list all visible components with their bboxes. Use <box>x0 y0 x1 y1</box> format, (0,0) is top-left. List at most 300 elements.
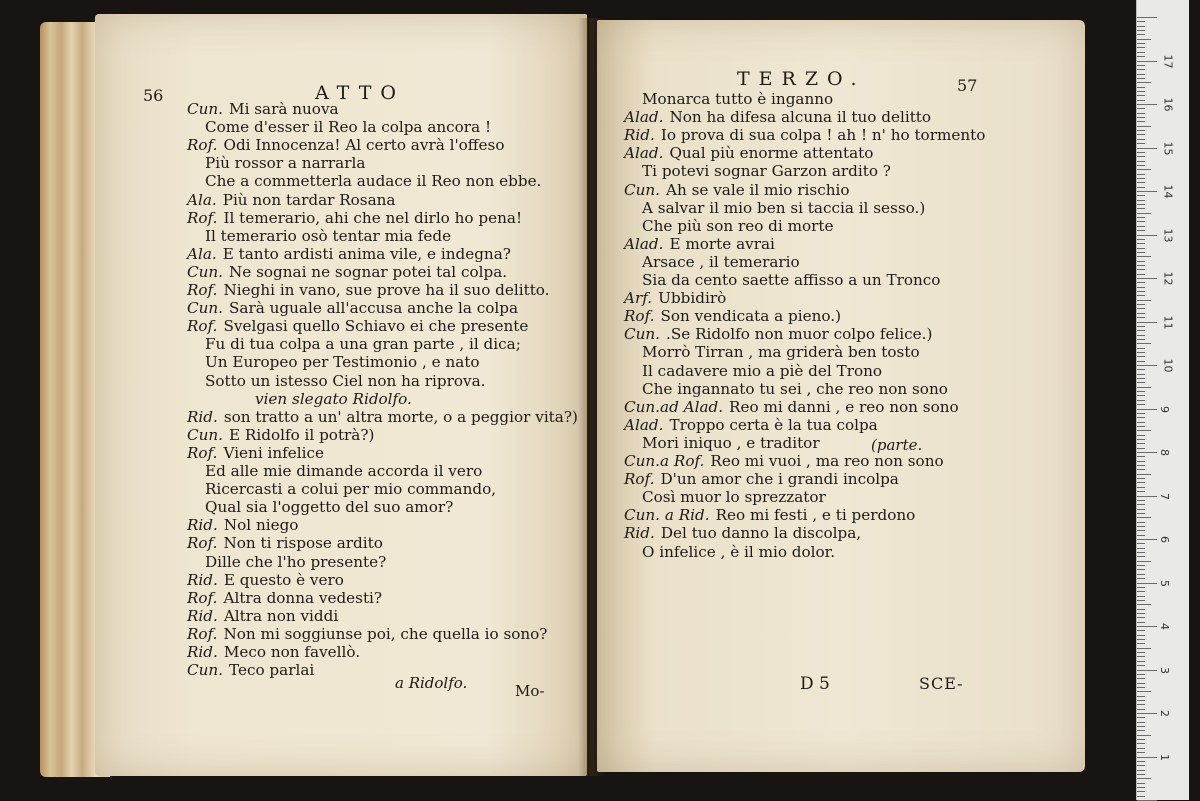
left-line <box>187 516 298 534</box>
measurement-ruler <box>1136 0 1189 800</box>
verse-text: Odi Innocenza! Al certo avrà l'offeso <box>223 136 505 155</box>
left-aside: a Ridolfo. <box>395 674 468 692</box>
ruler-tick <box>1137 256 1151 257</box>
ruler-tick <box>1137 548 1145 549</box>
speaker-label: Rof. <box>187 534 218 553</box>
ruler-tick <box>1137 169 1151 170</box>
verse-text: Più rossor a narrarla <box>205 154 366 173</box>
ruler-tick <box>1137 317 1145 318</box>
ruler-tick <box>1137 569 1145 570</box>
verse-text: E morte avrai <box>669 234 775 253</box>
ruler-tick <box>1137 752 1145 753</box>
ruler-tick <box>1137 648 1151 649</box>
ruler-tick <box>1137 100 1145 101</box>
verse-text: Qual più enorme attentato <box>669 144 874 163</box>
verse-text: Troppo certa è la tua colpa <box>669 415 878 434</box>
ruler-tick <box>1137 443 1145 444</box>
ruler-tick <box>1137 39 1151 40</box>
speaker-label: Cun. a Rid. <box>624 506 710 525</box>
speaker-label: Alad. <box>624 144 664 163</box>
ruler-tick <box>1137 356 1145 357</box>
ruler-tick <box>1137 352 1145 353</box>
speaker-label: Rof. <box>187 624 218 643</box>
verse-text: Ah se vale il mio rischio <box>666 180 850 199</box>
speaker-label: Cun. <box>187 661 224 680</box>
speaker-label: Rof. <box>187 208 218 227</box>
ruler-tick <box>1137 230 1145 231</box>
ruler-tick <box>1137 56 1145 57</box>
ruler-tick <box>1137 191 1157 192</box>
ruler-tick <box>1137 426 1145 427</box>
speaker-label: Rid. <box>187 643 218 661</box>
speaker-label: Rid. <box>624 524 655 543</box>
ruler-tick <box>1137 30 1145 31</box>
speaker-label: Cun. <box>624 325 661 344</box>
ruler-tick <box>1137 161 1145 162</box>
verse-text: Mori iniquo , e traditor <box>642 433 820 452</box>
ruler-tick <box>1137 500 1145 501</box>
ruler-tick <box>1137 130 1145 131</box>
ruler-tick <box>1137 343 1151 344</box>
verse-text: Vieni infelice <box>223 443 324 462</box>
right-line <box>642 253 800 271</box>
right-line <box>624 307 841 325</box>
ruler-tick <box>1137 461 1145 462</box>
ruler-tick <box>1137 248 1145 249</box>
ruler-tick <box>1137 261 1145 262</box>
ruler-number: 15 <box>1161 141 1175 155</box>
ruler-tick <box>1137 770 1145 771</box>
ruler-tick <box>1137 761 1145 762</box>
right-line <box>624 126 985 144</box>
speaker-label: Ala. <box>187 244 217 263</box>
ruler-tick <box>1137 335 1145 336</box>
ruler-tick <box>1137 295 1145 296</box>
right-page <box>597 20 1085 772</box>
ruler-tick <box>1137 791 1145 792</box>
speaker-label: Cun. <box>187 299 224 318</box>
ruler-tick <box>1137 739 1145 740</box>
right-exit-direction: (parte. <box>871 436 923 454</box>
verse-text: Monarca tutto è inganno <box>642 90 834 108</box>
verse-text: Che a commetterla audace il Reo non ebbe. <box>205 172 542 191</box>
right-line <box>624 470 899 488</box>
right-line <box>642 543 835 561</box>
ruler-tick <box>1137 556 1145 557</box>
ruler-tick <box>1137 722 1145 723</box>
ruler-tick <box>1137 404 1145 405</box>
ruler-tick <box>1137 704 1145 705</box>
ruler-tick <box>1137 504 1145 505</box>
left-line <box>205 154 365 172</box>
ruler-tick <box>1137 26 1145 27</box>
ruler-tick <box>1137 626 1157 627</box>
speaker-label: Cun. <box>187 425 224 444</box>
ruler-tick <box>1137 134 1145 135</box>
left-line <box>187 444 324 462</box>
ruler-tick <box>1137 208 1145 209</box>
ruler-tick <box>1137 661 1145 662</box>
left-line <box>187 426 374 444</box>
ruler-tick <box>1137 330 1145 331</box>
right-line <box>642 343 920 361</box>
ruler-tick <box>1137 348 1145 349</box>
speaker-label: Rof. <box>187 443 218 462</box>
ruler-number: 6 <box>1158 536 1171 543</box>
left-line <box>205 498 453 516</box>
ruler-tick <box>1137 204 1145 205</box>
left-line <box>205 353 480 371</box>
speaker-label: Rid. <box>187 516 218 535</box>
verse-text: Altra non viddi <box>223 606 339 625</box>
left-line <box>187 589 382 607</box>
verse-text: Ubbidirò <box>658 289 727 308</box>
verse-text: Reo mi vuoi , ma reo non sono <box>710 452 944 470</box>
speaker-label: Rid. <box>624 126 655 145</box>
verse-text: Che ingannato tu sei , che reo non sono <box>642 379 948 398</box>
right-line <box>624 235 775 253</box>
ruler-number: 8 <box>1158 449 1171 456</box>
right-page-number: 57 <box>957 76 978 95</box>
left-line <box>187 607 338 625</box>
verse-text: Non ti rispose ardito <box>223 534 383 553</box>
ruler-tick <box>1137 452 1157 453</box>
ruler-number: 5 <box>1158 579 1171 587</box>
verse-text: Morrò Tirran , ma griderà ben tosto <box>642 343 920 362</box>
ruler-tick <box>1137 235 1157 236</box>
ruler-number: 14 <box>1161 184 1175 199</box>
ruler-tick <box>1137 639 1145 640</box>
ruler-tick <box>1137 409 1157 410</box>
ruler-tick <box>1137 456 1145 457</box>
right-line <box>642 162 891 180</box>
ruler-tick <box>1137 565 1145 566</box>
verse-text: Sia da cento saette affisso a un Tronco <box>642 271 941 289</box>
ruler-tick <box>1137 474 1151 475</box>
ruler-tick <box>1137 487 1145 488</box>
verse-text: Così muor lo sprezzator <box>642 488 826 507</box>
ruler-tick <box>1137 361 1145 362</box>
ruler-tick <box>1137 178 1145 179</box>
left-line <box>187 263 507 281</box>
right-line <box>624 325 932 343</box>
left-line <box>205 480 496 498</box>
left-page <box>95 14 587 776</box>
verse-text: Non ha difesa alcuna il tuo delitto <box>669 108 932 127</box>
speaker-label: Cun.a Rof. <box>624 452 705 470</box>
ruler-tick <box>1137 509 1145 510</box>
ruler-tick <box>1137 539 1157 540</box>
speaker-label: Rid. <box>187 570 218 589</box>
verse-text: son tratto a un' altra morte, o a peggior vita?) <box>223 407 578 426</box>
ruler-tick <box>1137 578 1145 579</box>
ruler-tick <box>1137 200 1145 201</box>
ruler-tick <box>1137 517 1151 518</box>
ruler-tick <box>1137 591 1145 592</box>
ruler-tick <box>1137 65 1145 66</box>
ruler-tick <box>1137 774 1145 775</box>
right-line <box>642 434 820 452</box>
ruler-tick <box>1137 400 1145 401</box>
verse-text: Ne sognai ne sognar potei tal colpa. <box>229 262 508 281</box>
ruler-tick <box>1137 108 1145 109</box>
ruler-tick <box>1137 696 1145 697</box>
ruler-tick <box>1137 213 1151 214</box>
left-line <box>187 408 578 426</box>
ruler-tick <box>1137 435 1145 436</box>
verse-text: E tanto ardisti anima vile, e indegna? <box>222 244 511 263</box>
verse-text: Ed alle mie dimande accorda il vero <box>205 462 483 480</box>
ruler-tick <box>1137 600 1145 601</box>
ruler-number: 3 <box>1158 666 1171 674</box>
ruler-tick <box>1137 478 1145 479</box>
ruler-tick <box>1137 735 1151 736</box>
ruler-tick <box>1137 382 1145 383</box>
ruler-tick <box>1137 552 1145 553</box>
ruler-tick <box>1137 674 1145 675</box>
verse-text: Qual sia l'oggetto del suo amor? <box>205 498 454 517</box>
ruler-number: 11 <box>1161 315 1175 329</box>
ruler-tick <box>1137 678 1145 679</box>
ruler-tick <box>1137 326 1145 327</box>
ruler-tick <box>1137 491 1145 492</box>
ruler-tick <box>1137 709 1145 710</box>
ruler-tick <box>1137 439 1145 440</box>
left-line <box>187 571 344 589</box>
ruler-tick <box>1137 417 1145 418</box>
right-line <box>624 452 944 470</box>
right-line <box>624 416 878 434</box>
ruler-tick <box>1137 47 1145 48</box>
ruler-tick <box>1137 121 1145 122</box>
ruler-tick <box>1137 165 1145 166</box>
ruler-tick <box>1137 665 1145 666</box>
left-page-number: 56 <box>143 86 164 105</box>
ruler-tick <box>1137 687 1145 688</box>
right-catchword: SCE- <box>919 674 964 693</box>
right-line <box>642 362 882 380</box>
right-line <box>624 398 959 416</box>
ruler-number: 13 <box>1161 228 1175 242</box>
ruler-tick <box>1137 187 1145 188</box>
ruler-tick <box>1137 757 1157 758</box>
ruler-tick <box>1137 448 1145 449</box>
ruler-tick <box>1137 430 1151 431</box>
ruler-tick <box>1137 156 1145 157</box>
ruler-tick <box>1137 300 1151 301</box>
ruler-tick <box>1137 700 1145 701</box>
ruler-tick <box>1137 726 1145 727</box>
ruler-tick <box>1137 143 1145 144</box>
ruler-tick <box>1137 465 1145 466</box>
ruler-tick <box>1137 239 1145 240</box>
right-line <box>642 90 833 108</box>
verse-text: Sarà uguale all'accusa anche la colpa <box>229 299 519 318</box>
ruler-tick <box>1137 308 1145 309</box>
ruler-tick <box>1137 630 1145 631</box>
ruler-tick <box>1137 265 1145 266</box>
left-line <box>187 191 395 209</box>
ruler-tick <box>1137 656 1145 657</box>
ruler-tick <box>1137 182 1145 183</box>
speaker-label: Rof. <box>187 588 218 607</box>
ruler-tick <box>1137 291 1145 292</box>
ruler-tick <box>1137 252 1145 253</box>
verse-text: Il cadavere mio a piè del Trono <box>642 361 883 380</box>
speaker-label: Cun.ad Alad. <box>624 397 724 416</box>
ruler-tick <box>1137 61 1157 62</box>
right-line <box>642 380 948 398</box>
left-line <box>205 227 451 245</box>
verse-text: Del tuo danno la discolpa, <box>660 524 862 543</box>
ruler-tick <box>1137 683 1145 684</box>
stage-direction: vien slegato Ridolfo. <box>255 389 412 408</box>
verse-text: O infelice , è il mio dolor. <box>642 542 836 561</box>
ruler-tick <box>1137 221 1145 222</box>
left-line <box>205 553 386 571</box>
ruler-tick <box>1137 765 1145 766</box>
verse-text: E questo è vero <box>223 570 344 589</box>
verse-text: A salvar il mio ben si taccia il sesso.) <box>642 198 926 217</box>
right-line <box>642 271 940 289</box>
ruler-tick <box>1137 322 1157 323</box>
ruler-tick <box>1137 374 1145 375</box>
left-line <box>187 625 547 643</box>
ruler-number: 9 <box>1158 405 1171 413</box>
ruler-tick <box>1137 104 1157 105</box>
ruler-tick <box>1137 369 1145 370</box>
ruler-tick <box>1137 378 1145 379</box>
ruler-number: 16 <box>1161 97 1175 112</box>
ruler-tick <box>1137 778 1151 779</box>
ruler-tick <box>1137 713 1157 714</box>
ruler-tick <box>1137 717 1145 718</box>
ruler-tick <box>1137 583 1157 584</box>
verse-text: Reo mi festi , e ti perdono <box>715 506 916 525</box>
ruler-tick <box>1137 87 1145 88</box>
verse-text: Sotto un istesso Ciel non ha riprova. <box>205 371 486 390</box>
ruler-tick <box>1137 652 1145 653</box>
ruler-tick <box>1137 365 1157 366</box>
left-line <box>187 661 314 679</box>
ruler-tick <box>1137 17 1157 18</box>
verse-text: Ricercasti a colui per mio commando, <box>205 480 497 499</box>
right-signature-mark: D 5 <box>800 674 830 694</box>
ruler-number: 7 <box>1158 492 1171 500</box>
ruler-tick <box>1137 469 1145 470</box>
verse-text: Altra donna vedesti? <box>223 588 383 607</box>
verse-text: Nol niego <box>223 516 299 535</box>
ruler-tick <box>1137 587 1145 588</box>
left-line <box>187 643 360 661</box>
ruler-tick <box>1137 269 1145 270</box>
ruler-number: 12 <box>1161 271 1175 286</box>
ruler-tick <box>1137 561 1151 562</box>
verse-text: D'un amor che i grandi incolpa <box>660 470 899 489</box>
right-line <box>624 506 915 524</box>
ruler-tick <box>1137 622 1145 623</box>
left-line <box>205 172 541 190</box>
ruler-number: 1 <box>1158 753 1171 761</box>
ruler-tick <box>1137 113 1145 114</box>
verse-text: Mi sarà nuova <box>229 100 339 118</box>
right-line <box>642 199 925 217</box>
right-line <box>624 289 726 307</box>
right-line <box>642 488 826 506</box>
ruler-tick <box>1137 387 1151 388</box>
speaker-label: Alad. <box>624 415 664 434</box>
ruler-tick <box>1137 313 1145 314</box>
ruler-tick <box>1137 526 1145 527</box>
right-line <box>642 217 833 235</box>
verse-text: Io prova di sua colpa ! ah ! n' ho tormento <box>660 126 986 145</box>
ruler-tick <box>1137 391 1145 392</box>
ruler-tick <box>1137 226 1145 227</box>
speaker-label: Rid. <box>187 606 218 625</box>
ruler-tick <box>1137 278 1157 279</box>
verse-text: Che più son reo di morte <box>642 216 834 235</box>
verse-text: Fu di tua colpa a una gran parte , il dica; <box>205 335 521 354</box>
ruler-tick <box>1137 748 1145 749</box>
ruler-tick <box>1137 148 1157 149</box>
ruler-tick <box>1137 217 1145 218</box>
speaker-label: Cun. <box>187 100 224 118</box>
left-line <box>187 100 339 118</box>
ruler-tick <box>1137 304 1145 305</box>
verse-text: Svelgasi quello Schiavo ei che presente <box>223 317 529 336</box>
verse-text: Arsace , il temerario <box>642 252 800 271</box>
left-line <box>187 281 550 299</box>
speaker-label: Cun. <box>624 180 661 199</box>
ruler-tick <box>1137 422 1145 423</box>
speaker-label: Rof. <box>187 281 218 299</box>
speaker-label: Rof. <box>624 307 655 326</box>
ruler-tick <box>1137 730 1145 731</box>
left-catchword: Mo- <box>515 682 545 700</box>
ruler-tick <box>1137 78 1145 79</box>
ruler-tick <box>1137 535 1145 536</box>
verse-text: Nieghi in vano, sue prove ha il suo delitto. <box>223 281 550 299</box>
ruler-tick <box>1137 274 1145 275</box>
ruler-tick <box>1137 126 1151 127</box>
ruler-tick <box>1137 34 1145 35</box>
left-line <box>187 299 518 317</box>
ruler-number: 10 <box>1161 358 1175 373</box>
verse-text: Dille che l'ho presente? <box>205 552 387 571</box>
left-line <box>187 317 528 335</box>
ruler-tick <box>1137 82 1151 83</box>
ruler-tick <box>1137 543 1145 544</box>
verse-text: Il temerario osò tentar mia fede <box>205 226 452 245</box>
ruler-number: 17 <box>1161 54 1175 68</box>
ruler-tick <box>1137 613 1145 614</box>
right-line <box>624 181 849 199</box>
speaker-label: Rid. <box>187 407 218 426</box>
ruler-tick <box>1137 530 1145 531</box>
ruler-tick <box>1137 574 1145 575</box>
ruler-tick <box>1137 395 1145 396</box>
verse-text: Come d'esser il Reo la colpa ancora ! <box>205 118 492 137</box>
left-line <box>187 209 522 227</box>
verse-text: .Se Ridolfo non muor colpo felice.) <box>666 325 933 344</box>
ruler-tick <box>1137 117 1145 118</box>
left-line <box>255 390 412 408</box>
speaker-label: Ala. <box>187 190 217 209</box>
ruler-tick <box>1137 604 1151 605</box>
verse-text: Più non tardar Rosana <box>222 190 396 209</box>
speaker-label: Alad. <box>624 108 664 127</box>
speaker-label: Rof. <box>187 136 218 155</box>
